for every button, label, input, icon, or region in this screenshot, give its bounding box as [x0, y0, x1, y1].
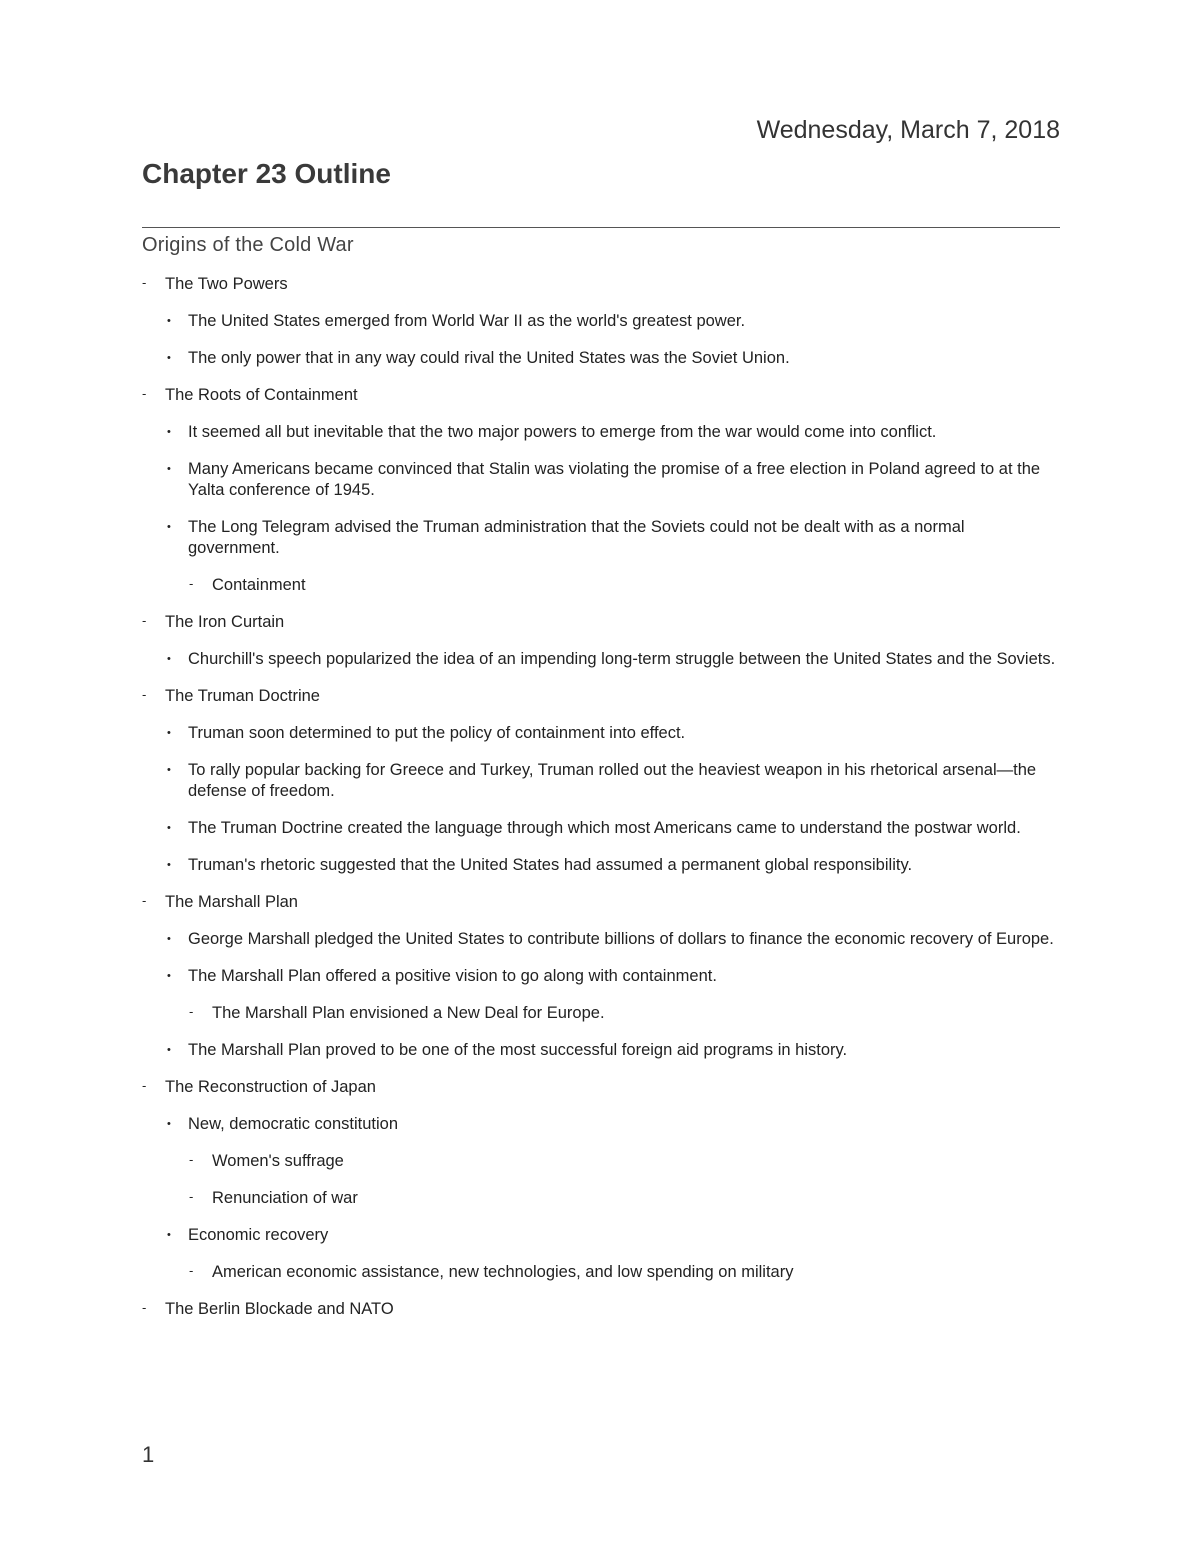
- document-date: Wednesday, March 7, 2018: [756, 116, 1060, 144]
- dash-marker: -: [189, 1263, 194, 1278]
- outline-item-text: To rally popular backing for Greece and Turkey, Truman rolled out the heaviest weapon in his rhetorical arsenal—the defense of freedom.: [188, 761, 1037, 800]
- title-divider: [142, 227, 1060, 228]
- outline-item-level-2: [142, 929, 1060, 950]
- outline-item-text: The only power that in any way could rival the United States was the Soviet Union.: [188, 349, 790, 367]
- outline-item-text: The Marshall Plan envisioned a New Deal for Europe.: [212, 1004, 605, 1022]
- outline-item-level-2: [142, 459, 1060, 501]
- bullet-marker: •: [167, 1118, 171, 1130]
- outline-item-level-2: [142, 723, 1060, 744]
- outline-item-text: Churchill's speech popularized the idea of an impending long-term struggle between the United States and the Soviets.: [188, 650, 1056, 668]
- outline-item-text: The Reconstruction of Japan: [165, 1078, 376, 1096]
- outline-item-text: The United States emerged from World War II as the world's greatest power.: [188, 312, 746, 330]
- outline-item-level-2: [142, 649, 1060, 670]
- bullet-marker: •: [167, 521, 171, 533]
- outline-item-level-3: [142, 1188, 1060, 1209]
- bullet-marker: •: [167, 822, 171, 834]
- outline-item-level-1: [142, 385, 1060, 406]
- outline-item-text: American economic assistance, new technologies, and low spending on military: [212, 1263, 794, 1281]
- dash-marker: -: [142, 386, 147, 401]
- outline-item-level-1: [142, 1077, 1060, 1098]
- outline-item-level-2: [142, 1225, 1060, 1246]
- outline-item-level-1: [142, 274, 1060, 295]
- bullet-marker: •: [167, 727, 171, 739]
- bullet-marker: •: [167, 933, 171, 945]
- outline-item-level-1: [142, 612, 1060, 633]
- dash-marker: -: [189, 576, 194, 591]
- outline-item-text: Women's suffrage: [212, 1152, 344, 1170]
- outline-item-text: The Marshall Plan: [165, 893, 298, 911]
- bullet-marker: •: [167, 653, 171, 665]
- outline-item-text: The Iron Curtain: [165, 613, 285, 631]
- bullet-marker: •: [167, 352, 171, 364]
- outline-item-level-3: [142, 1003, 1060, 1024]
- dash-marker: -: [189, 1189, 194, 1204]
- outline-item-text: The Long Telegram advised the Truman administration that the Soviets could not be dealt with as a normal government.: [188, 518, 965, 557]
- dash-marker: -: [189, 1004, 194, 1019]
- outline-item-text: The Berlin Blockade and NATO: [165, 1300, 394, 1318]
- outline-item-text: Truman soon determined to put the policy of containment into effect.: [188, 724, 686, 742]
- dash-marker: -: [142, 1300, 147, 1315]
- outline-item-text: Containment: [212, 576, 306, 594]
- outline-item-text: Economic recovery: [188, 1226, 329, 1244]
- outline-item-text: Renunciation of war: [212, 1189, 358, 1207]
- outline-item-level-2: [142, 517, 1060, 559]
- outline-item-level-3: [142, 1262, 1060, 1283]
- outline-item-level-1: [142, 686, 1060, 707]
- outline-item-level-2: [142, 760, 1060, 802]
- outline-item-text: It seemed all but inevitable that the two major powers to emerge from the war would come into conflict.: [188, 423, 937, 441]
- bullet-marker: •: [167, 463, 171, 475]
- bullet-marker: •: [167, 859, 171, 871]
- dash-marker: -: [142, 893, 147, 908]
- outline-item-level-3: [142, 1151, 1060, 1172]
- dash-marker: -: [142, 687, 147, 702]
- outline-item-level-2: [142, 422, 1060, 443]
- bullet-marker: •: [167, 1229, 171, 1241]
- section-heading: Origins of the Cold War: [142, 234, 354, 256]
- outline-item-text: The Roots of Containment: [165, 386, 358, 404]
- dash-marker: -: [142, 275, 147, 290]
- outline-item-level-2: [142, 818, 1060, 839]
- outline-list: [142, 274, 1060, 1320]
- outline-item-level-2: [142, 1040, 1060, 1061]
- page-number: 1: [142, 1442, 155, 1467]
- outline-item-text: The Marshall Plan proved to be one of the most successful foreign aid programs in history.: [188, 1041, 848, 1059]
- bullet-marker: •: [167, 970, 171, 982]
- outline-item-level-2: [142, 348, 1060, 369]
- bullet-marker: •: [167, 315, 171, 327]
- outline-item-level-2: [142, 966, 1060, 987]
- outline-item-text: George Marshall pledged the United States to contribute billions of dollars to finance the economic recovery of Europe.: [188, 930, 1054, 948]
- outline-item-text: The Truman Doctrine: [165, 687, 320, 705]
- outline-item-level-1: [142, 1299, 1060, 1320]
- outline-item-level-2: [142, 311, 1060, 332]
- dash-marker: -: [189, 1152, 194, 1167]
- outline-item-text: New, democratic constitution: [188, 1115, 399, 1133]
- document-title: Chapter 23 Outline: [142, 158, 391, 189]
- outline-item-level-2: [142, 1114, 1060, 1135]
- outline-item-level-3: [142, 575, 1060, 596]
- outline-item-level-1: [142, 892, 1060, 913]
- outline-item-text: Many Americans became convinced that Stalin was violating the promise of a free election in Poland agreed to at the Yalta conference of 1945.: [188, 460, 1041, 499]
- outline-item-text: The Marshall Plan offered a positive vision to go along with containment.: [188, 967, 717, 985]
- outline-item-text: The Two Powers: [165, 275, 288, 293]
- dash-marker: -: [142, 613, 147, 628]
- bullet-marker: •: [167, 1044, 171, 1056]
- bullet-marker: •: [167, 764, 171, 776]
- outline-item-text: The Truman Doctrine created the language through which most Americans came to understand the postwar world.: [188, 819, 1021, 837]
- outline-item-level-2: [142, 855, 1060, 876]
- dash-marker: -: [142, 1078, 147, 1093]
- outline-item-text: Truman's rhetoric suggested that the United States had assumed a permanent global responsibility.: [188, 856, 913, 874]
- bullet-marker: •: [167, 426, 171, 438]
